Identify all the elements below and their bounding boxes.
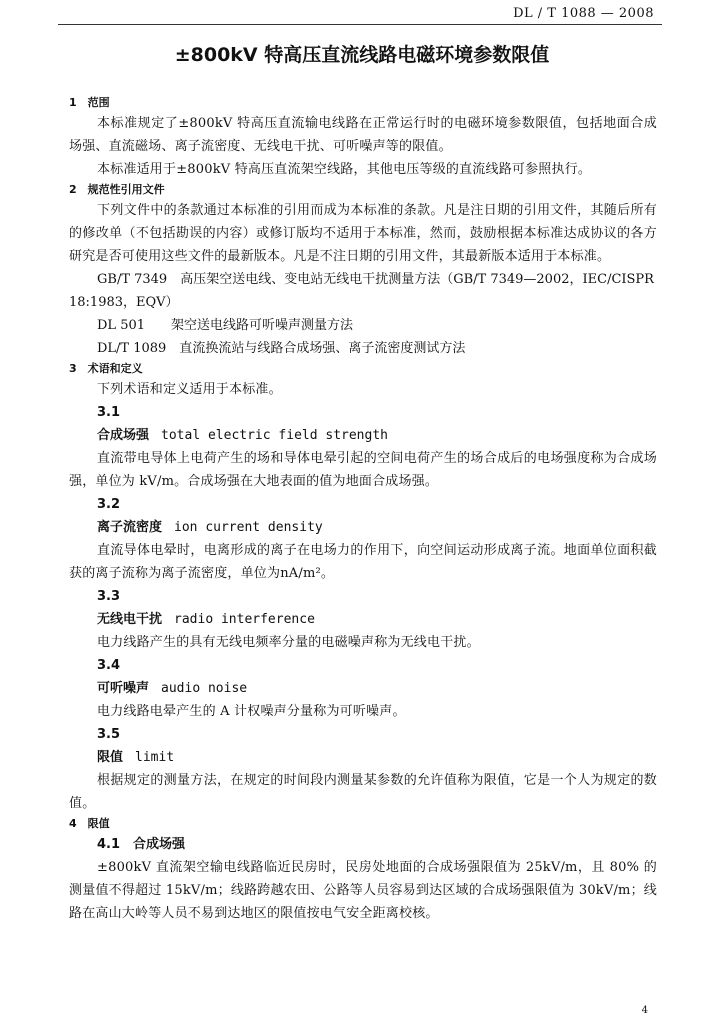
term-english: ion current density <box>174 520 323 535</box>
term-english: total electric field strength <box>161 428 388 443</box>
section-heading-scope: 1 范围 <box>69 96 110 109</box>
term-definition: 电力线路电晕产生的 A 计权噪声分量称为可听噪声。 <box>97 704 406 719</box>
paragraph: 下列文件中的条款通过本标准的引用而成为本标准的条款。凡是注日期的引用文件，其随后所有的修改单（不包括勘误的内容）或修订版均不适用于本标准，然而，鼓励根据本标准达成协议的各方研究是否可使用这些文件的最新版本。凡是不注日期的引用文件，其最新版本适用于本标准。 <box>69 203 657 264</box>
subsection-heading-total-field: 4.1 合成场强 <box>97 837 186 852</box>
reference-item: GB/T 7349 高压架空送电线、变电站无线电干扰测量方法（GB/T 7349—2002，IEC/CISPR 18:1983，EQV） <box>69 272 654 310</box>
term-number: 3.2 <box>97 497 121 512</box>
term-title <box>69 516 657 539</box>
term-definition: 根据规定的测量方法，在规定的时间段内测量某参数的允许值称为限值，它是一个人为规定的数值。 <box>69 773 657 811</box>
term-chinese: 限值 <box>97 750 124 765</box>
term-number: 3.1 <box>97 405 121 420</box>
reference-item: DL 501 架空送电线路可听噪声测量方法 <box>97 318 354 333</box>
term-english: audio noise <box>161 681 248 696</box>
term-english: radio interference <box>174 612 315 627</box>
term-title <box>69 424 657 447</box>
term-definition: 电力线路产生的具有无线电频率分量的电磁噪声称为无线电干扰。 <box>97 635 480 650</box>
term-english: limit <box>135 750 175 765</box>
paragraph: 本标准规定了±800kV 特高压直流输电线路在正常运行时的电磁环境参数限值，包括地面合成场强、直流磁场、离子流密度、无线电干扰、可听噪声等的限值。 <box>69 116 657 154</box>
section-heading-limits: 4 限值 <box>69 817 110 830</box>
term-number: 3.5 <box>97 727 121 742</box>
term-title <box>69 746 657 769</box>
term-definition: 直流导体电晕时，电离形成的离子在电场力的作用下，向空间运动形成离子流。地面单位面积截获的离子流称为离子流密度，单位为nA/m²。 <box>69 543 657 581</box>
reference-item: DL/T 1089 直流换流站与线路合成场强、离子流密度测试方法 <box>97 341 466 356</box>
document-code-header: DL / T 1088 — 2008 <box>513 6 654 21</box>
term-definition: 直流带电导体上电荷产生的场和导体电晕引起的空间电荷产生的场合成后的电场强度称为合成场强，单位为 kV/m。合成场强在大地表面的值为地面合成场强。 <box>69 451 657 489</box>
header-divider <box>58 24 662 25</box>
term-number: 3.4 <box>97 658 121 673</box>
term-chinese: 可听噪声 <box>97 681 150 696</box>
term-chinese: 合成场强 <box>97 428 150 443</box>
section-heading-normative-references: 2 规范性引用文件 <box>69 183 165 196</box>
term-title <box>69 608 657 631</box>
section-heading-terms-definitions: 3 术语和定义 <box>69 362 143 375</box>
term-chinese: 无线电干扰 <box>97 612 163 627</box>
term-title <box>69 677 657 700</box>
term-number: 3.3 <box>97 589 121 604</box>
paragraph: 下列术语和定义适用于本标准。 <box>97 382 282 397</box>
paragraph: 本标准适用于±800kV 特高压直流架空线路，其他电压等级的直流线路可参照执行。 <box>97 162 592 177</box>
document-title: ±800kV 特高压直流线路电磁环境参数限值 <box>174 44 550 66</box>
page-number: 4 <box>641 1005 648 1016</box>
document-body <box>69 94 657 925</box>
term-chinese: 离子流密度 <box>97 520 163 535</box>
paragraph: ±800kV 直流架空输电线路临近民房时，民房处地面的合成场强限值为 25kV/m，且 80% 的测量值不得超过 15kV/m；线路跨越农田、公路等人员容易到达区域的合成场强限值为 30kV/m；线路在高山大岭等人员不易到达地区的限值按电气安全距离校核。 <box>69 860 657 921</box>
